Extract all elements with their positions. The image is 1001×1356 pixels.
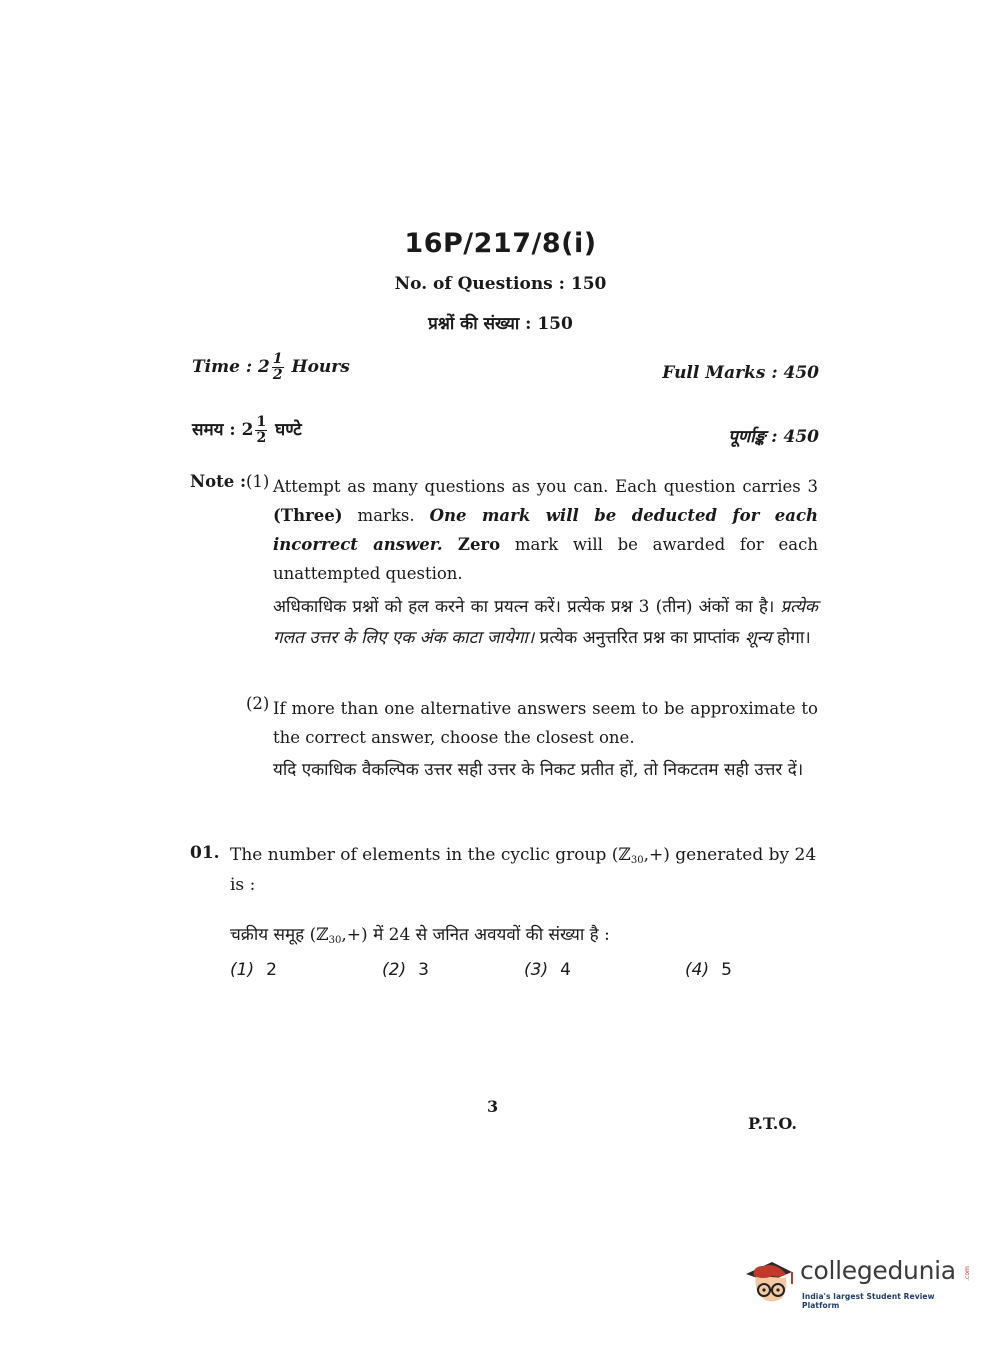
option-value: 3 (418, 960, 429, 980)
note-1-hindi (273, 592, 818, 654)
option-label: (2) (382, 960, 407, 980)
subscript: 30 (630, 855, 644, 866)
option-value: 5 (721, 960, 732, 980)
paper-code: 16P/217/8(i) (404, 228, 597, 259)
option-1[interactable] (230, 960, 277, 980)
question-text: The number of elements in the cyclic group (ℤ (230, 845, 631, 865)
option-value: 4 (560, 960, 571, 980)
subscript: 30 (328, 935, 342, 946)
full-marks-hindi: पूर्णाङ्क : 450 (728, 427, 819, 447)
time-prefix-hindi: समय : 2 (192, 420, 254, 440)
note-emphasis: Zero (442, 535, 501, 554)
time-unit: Hours (291, 357, 350, 377)
note-text: प्रत्येक अनुत्तरित प्रश्न का प्राप्तांक (534, 628, 746, 648)
note-emphasis: (Three) (273, 506, 343, 525)
time-english (192, 352, 350, 383)
option-label: (1) (230, 960, 255, 980)
question-text-english (230, 843, 820, 898)
mascot-icon (742, 1254, 796, 1308)
pto-label: P.T.O. (748, 1114, 797, 1133)
note-2-hindi: यदि एकाधिक वैकल्पिक उत्तर सही उत्तर के निकट प्रतीत हों, तो निकटतम सही उत्तर दें। (273, 760, 804, 780)
logo-tagline: India's largest Student Review Platform (802, 1292, 935, 1310)
question-text-hindi (230, 922, 830, 946)
note-text: mark will be awarded for each unattempted question. (273, 535, 818, 583)
note-text: अधिकाधिक प्रश्नों को हल करने का प्रयत्न करें। प्रत्येक प्रश्न 3 (तीन) अंकों का है। (273, 597, 781, 617)
page-number: 3 (487, 1097, 499, 1116)
logo-name: collegedunia (800, 1256, 956, 1285)
fraction-numerator: 1 (256, 414, 267, 430)
note-1-english (273, 472, 818, 588)
note-1-number: (1) (246, 472, 270, 491)
fraction-denominator: 2 (272, 367, 283, 383)
note-text: होगा। (771, 628, 811, 648)
option-value: 2 (266, 960, 277, 980)
question-text: चक्रीय समूह (ℤ (230, 925, 329, 945)
time-fraction (272, 352, 284, 383)
time-hindi (192, 415, 302, 446)
fraction-denominator: 2 (256, 430, 267, 446)
option-3[interactable] (524, 960, 571, 980)
note-emphasis: प्रत्येक गलत उत्तर के लिए एक अंक काटा जायेगा। (273, 597, 818, 648)
note-emphasis: शून्य (745, 628, 772, 648)
option-label: (3) (524, 960, 549, 980)
note-text: Attempt as many questions as you can. Each question carries 3 (273, 477, 818, 496)
full-marks-english: Full Marks : 450 (662, 363, 819, 383)
option-label: (4) (685, 960, 710, 980)
note-emphasis: One mark will be deducted for each incorrect answer. (273, 506, 818, 554)
question-text: ,+) में 24 से जनित अवयवों की संख्या है : (341, 925, 610, 945)
collegedunia-logo[interactable] (742, 1250, 972, 1310)
question-text: ,+) generated by 24 is : (230, 845, 817, 895)
note-2-english: If more than one alternative answers seem to be approximate to the correct answer, choose the closest one. (273, 699, 818, 747)
option-2[interactable] (382, 960, 429, 980)
option-4[interactable] (685, 960, 732, 980)
note-text: marks. (342, 506, 430, 525)
time-fraction-hindi (255, 415, 267, 446)
question-number: 01. (190, 843, 220, 863)
note-label: Note : (190, 472, 247, 491)
time-prefix: Time : 2 (192, 357, 270, 377)
fraction-numerator: 1 (272, 351, 283, 367)
time-unit-hindi: घण्टे (275, 420, 302, 440)
number-of-questions-hindi: प्रश्नों की संख्या : 150 (428, 314, 573, 334)
note-2-number: (2) (246, 694, 270, 713)
number-of-questions: No. of Questions : 150 (394, 274, 607, 294)
logo-dotcom: .com (963, 1266, 971, 1281)
